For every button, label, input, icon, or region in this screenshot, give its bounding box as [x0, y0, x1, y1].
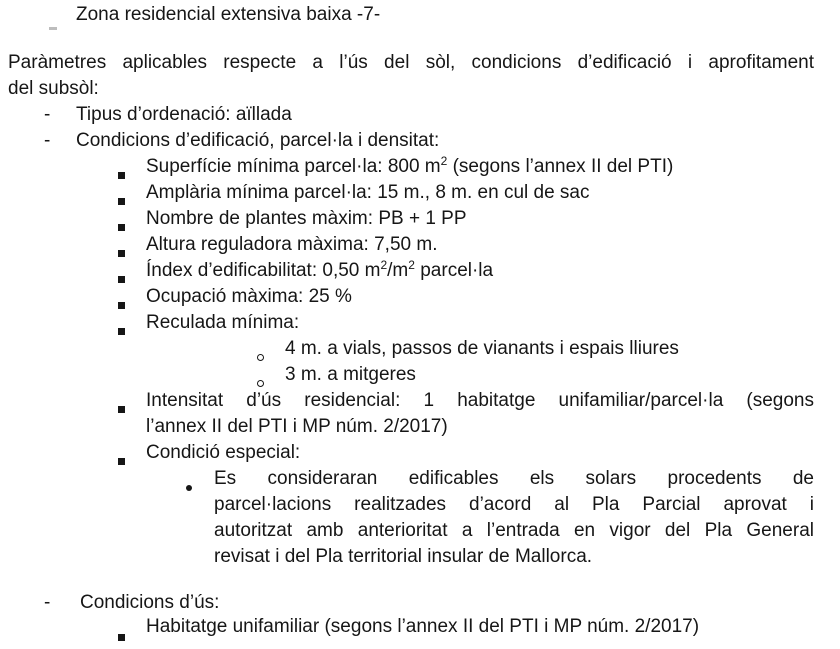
ordering-type: Tipus d’ordenació: aïllada: [76, 104, 292, 125]
list-item: Reculada mínima:: [146, 312, 300, 333]
intro-line-2: del subsòl:: [8, 78, 99, 99]
square-bullet-icon: [118, 291, 125, 317]
special-line-3: autoritzat amb anterioritat a l’entrada en vigor del Pla General: [214, 520, 814, 541]
dash-bullet: -: [44, 104, 51, 125]
dot-bullet-icon: [186, 473, 192, 499]
list-item: Altura reguladora màxima: 7,50 m.: [146, 234, 438, 255]
building-conditions-title: Condicions d’edificació, parcel·la i densitat:: [76, 130, 440, 151]
list-item: Intensitat d’ús residencial: 1 habitatge unifamiliar/parcel·la (segons: [146, 390, 814, 411]
sub-list-item: 3 m. a mitgeres: [285, 364, 416, 385]
dash-bullet: -: [44, 130, 51, 151]
square-bullet-icon: [118, 161, 125, 187]
dash-bullet: -: [44, 592, 51, 613]
list-item: Índex d’edificabilitat: 0,50 $m^2/m^2$ parcel·la: [146, 258, 494, 281]
use-conditions-title: Condicions d’ús:: [80, 592, 220, 613]
list-item: Ocupació màxima: 25 %: [146, 286, 352, 307]
list-item: Condició especial:: [146, 442, 301, 463]
square-bullet-icon: [118, 623, 125, 649]
square-bullet-icon: [118, 317, 125, 343]
special-line-2: parcel·lacions realitzades d’acord al Pla Parcial aprovat i: [214, 494, 814, 515]
square-bullet-icon: [118, 447, 125, 473]
special-line-4: revisat i del Pla territorial insular de Mallorca.: [214, 546, 593, 567]
circle-bullet-icon: [257, 343, 264, 369]
sub-list-item: 4 m. a vials, passos de vianants i espais lliures: [285, 338, 679, 359]
special-line-1: Es consideraran edificables els solars procedents de: [214, 468, 814, 489]
list-item: Habitatge unifamiliar (segons l’annex II del PTI i MP núm. 2/2017): [146, 616, 700, 637]
square-bullet-icon: [118, 395, 125, 421]
square-bullet-icon: [118, 239, 125, 265]
list-item: Superfície mínima parcel·la: 800 $m^2$ (segons l’annex II del PTI): [146, 154, 674, 177]
square-bullet-icon: [118, 213, 125, 239]
list-item: Amplària mínima parcel·la: 15 m., 8 m. en cul de sac: [146, 182, 590, 203]
square-bullet-icon: [118, 265, 125, 291]
intro-line-1: Paràmetres aplicables respecte a l’ús del sòl, condicions d’edificació i aprofitament: [8, 52, 814, 73]
square-bullet-icon: [118, 187, 125, 213]
list-item: Nombre de plantes màxim: PB + 1 PP: [146, 208, 467, 229]
list-item-cont: l’annex II del PTI i MP núm. 2/2017): [146, 416, 448, 437]
zone-heading: Zona residencial extensiva baixa -7-: [76, 4, 381, 25]
heading-bullet-icon: [49, 12, 57, 38]
